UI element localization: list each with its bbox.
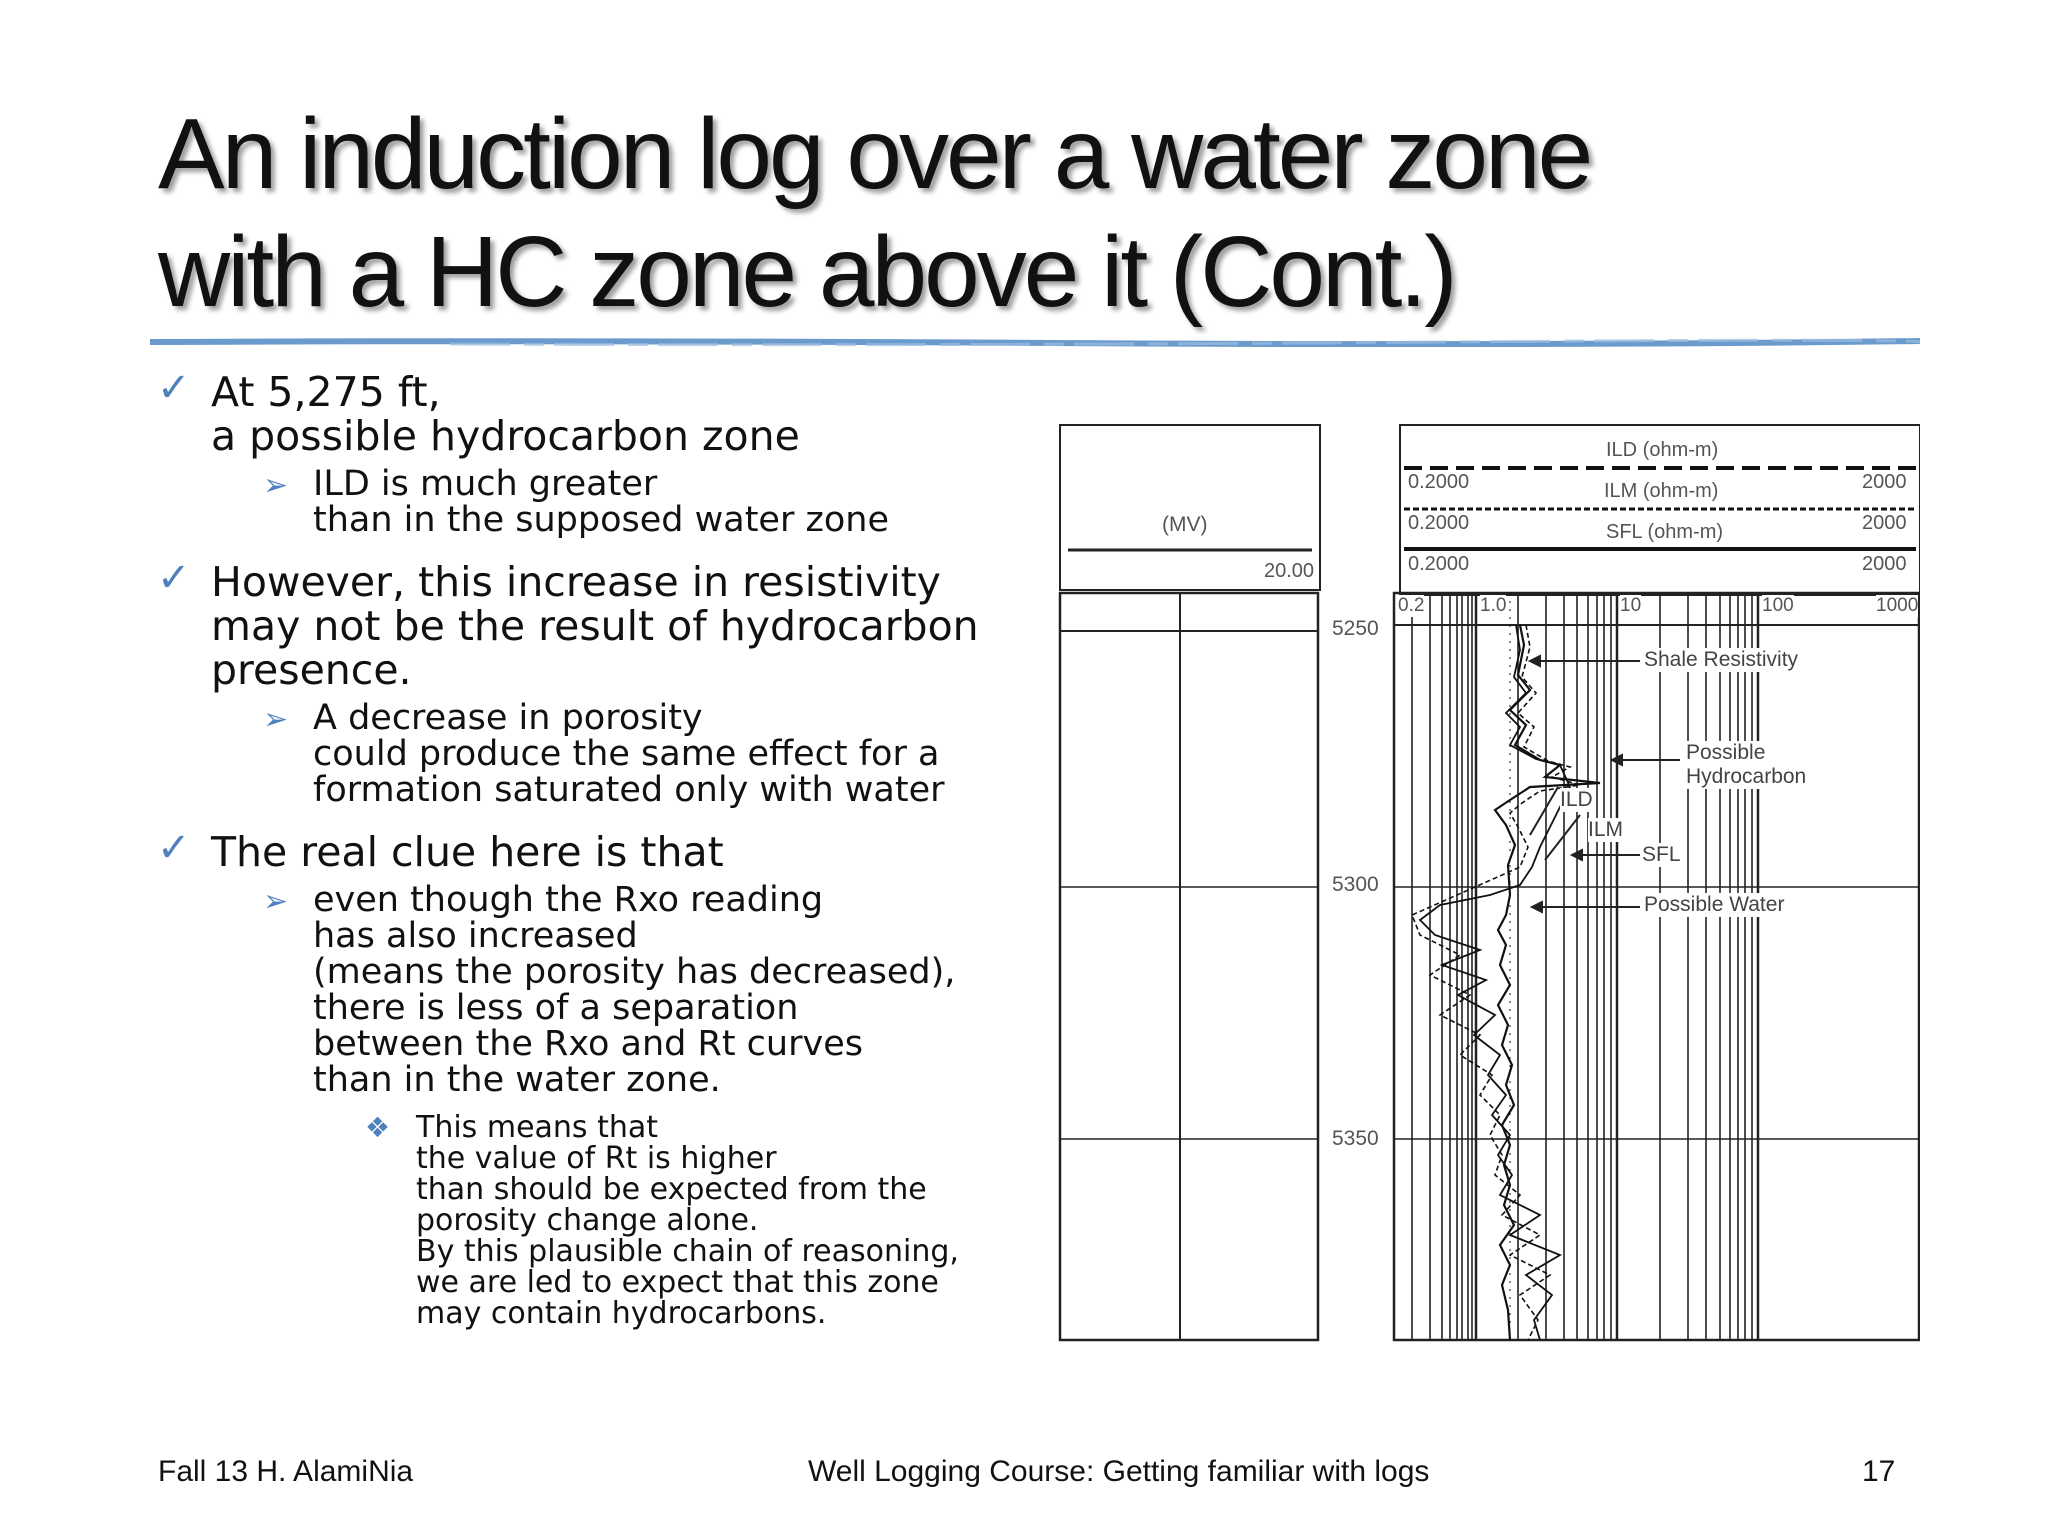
scale-label: 100 xyxy=(1762,595,1794,616)
bullet-3-text: The real clue here is that xyxy=(211,828,724,876)
bullet-2-sub xyxy=(155,700,1015,808)
bullet-1-text: At 5,275 ft, a possible hydrocarbon zone xyxy=(211,368,800,460)
ild-curve-name: ILD (ohm-m) xyxy=(1606,439,1719,461)
log-labels xyxy=(1040,415,1920,1350)
ild-min: 0.2000 xyxy=(1408,471,1470,493)
ild-max: 2000 xyxy=(1862,471,1907,493)
scale-label: 1.0 xyxy=(1480,595,1507,616)
depth-label: 5350 xyxy=(1332,1127,1379,1150)
sfl-curve-name: SFL (ohm-m) xyxy=(1606,521,1724,543)
bullet-3-sub xyxy=(155,882,1015,1098)
footer-course: Well Logging Course: Getting familiar with logs xyxy=(808,1455,1430,1488)
bullet-3-subsub xyxy=(155,1112,1015,1329)
depth-label: 5250 xyxy=(1332,617,1379,640)
bullet-list xyxy=(155,365,1015,1341)
title-line-1: An induction log over a water zone xyxy=(158,98,1591,210)
shale-resistivity-label: Shale Resistivity xyxy=(1644,648,1799,671)
bullet-3 xyxy=(155,825,1015,876)
bullet-1 xyxy=(155,365,1015,460)
scale-label: 0.2 xyxy=(1398,595,1425,616)
possible-hc-label-1: Possible xyxy=(1686,741,1766,764)
arrow-bullet-icon: ➢ xyxy=(263,468,289,503)
ilm-curve-name: ILM (ohm-m) xyxy=(1604,480,1719,502)
bullet-2-sub-text: A decrease in porosity could produce the same effect for a formation saturated only with water xyxy=(313,698,945,810)
arrow-bullet-icon: ➢ xyxy=(263,884,289,919)
mv-max-label: 20.00 xyxy=(1264,560,1315,582)
mv-unit-label: (MV) xyxy=(1162,513,1208,536)
ild-label: ILD xyxy=(1560,788,1593,811)
scale-label: 1000 xyxy=(1876,595,1919,616)
checkmark-icon: ✓ xyxy=(157,365,191,411)
bullet-1-sub-text: ILD is much greater than in the supposed water zone xyxy=(313,464,889,540)
sfl-min: 0.2000 xyxy=(1408,553,1470,575)
title-underline xyxy=(150,337,1920,347)
diamond-bullet-icon: ❖ xyxy=(365,1111,391,1144)
ilm-label: ILM xyxy=(1588,818,1624,841)
ilm-min: 0.2000 xyxy=(1408,512,1470,534)
scale-label: 10 xyxy=(1620,595,1642,616)
bullet-2 xyxy=(155,555,1015,694)
slide-title xyxy=(158,95,1958,331)
depth-label: 5300 xyxy=(1332,873,1379,896)
sfl-max: 2000 xyxy=(1862,553,1907,575)
bullet-1-sub xyxy=(155,466,1015,538)
bullet-3-subsub-text: This means that the value of Rt is higher than should be expected from the porosity change alone. By this plausible chain of reasoning, we are led to expect that this zone may contain hydrocarbons. xyxy=(416,1110,959,1331)
checkmark-icon: ✓ xyxy=(157,555,191,601)
possible-water-label: Possible Water xyxy=(1644,893,1785,916)
checkmark-icon: ✓ xyxy=(157,825,191,871)
bullet-3-sub-text: even though the Rxo reading has also increased (means the porosity has decreased), there is less of a separation between the Rxo and Rt curves than in the water zone. xyxy=(313,880,956,1100)
possible-hc-label-2: Hydrocarbon xyxy=(1686,765,1807,788)
arrow-bullet-icon: ➢ xyxy=(263,702,289,737)
footer-author: Fall 13 H. AlamiNia xyxy=(158,1455,414,1488)
ilm-max: 2000 xyxy=(1862,512,1907,534)
bullet-2-text: However, this increase in resistivity may not be the result of hydrocarbon presence. xyxy=(211,558,979,694)
sfl-label: SFL xyxy=(1642,843,1681,866)
page-number: 17 xyxy=(1862,1455,1896,1488)
title-line-2: with a HC zone above it (Cont.) xyxy=(158,216,1455,328)
